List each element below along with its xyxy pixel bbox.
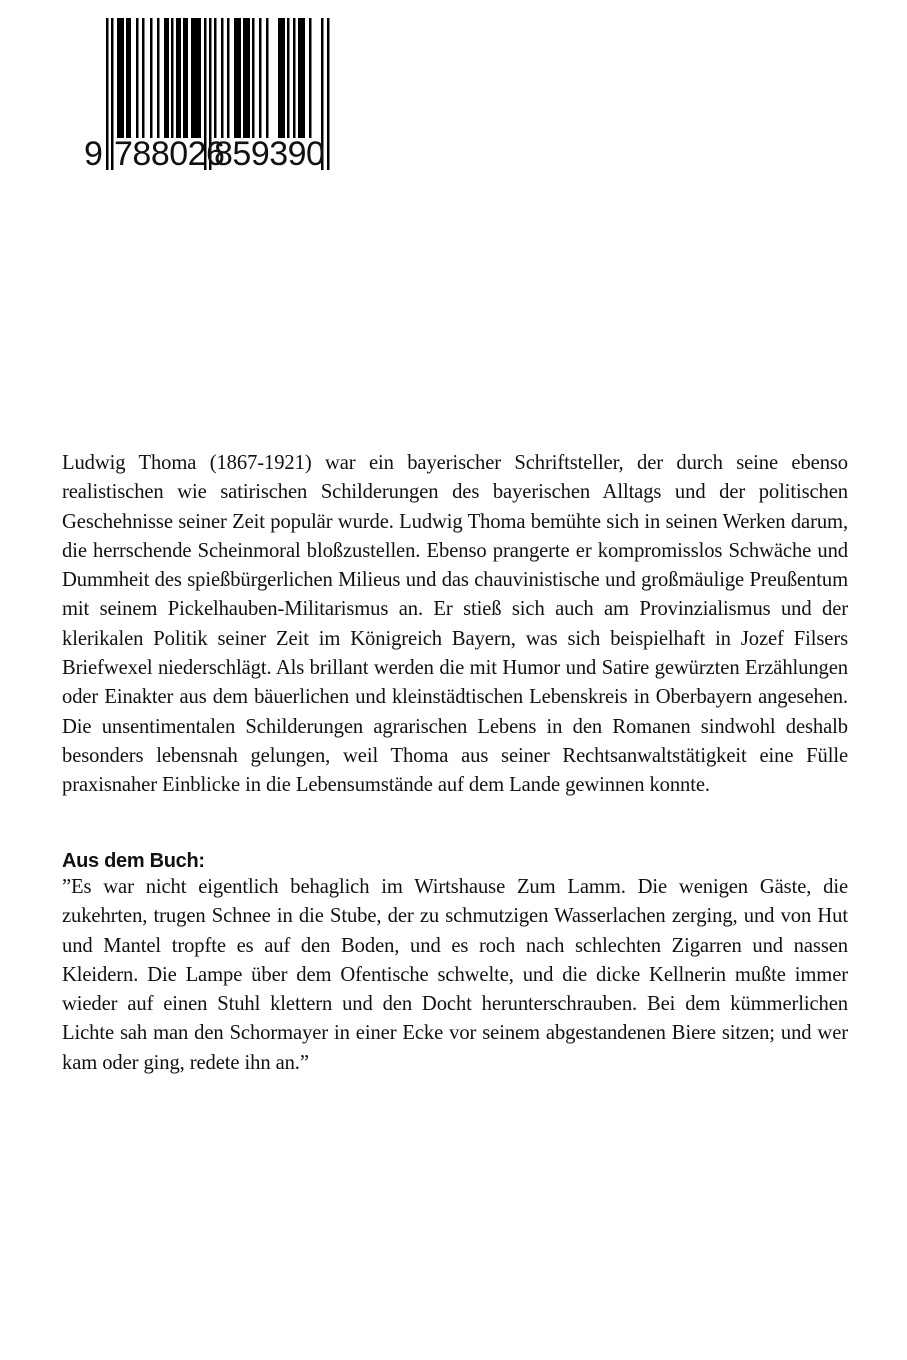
barcode-first-digit: 9 — [84, 135, 103, 173]
author-blurb: Ludwig Thoma (1867-1921) war ein bayerischer Schriftsteller, der durch seine ebenso realistischen wie satirischen Schilderungen des bayerischen Alltags und der politischen Geschehnisse seiner Zeit populär wurde. Ludwig Thoma bemühte sich in seinen Werken darum, die herrschende Scheinmoral bloßzustellen. Ebenso prangerte er kompromisslos Schwäche und Dummheit des spießbürgerlichen Milieus und das chauvinistische und großmäulige Preußentum mit seinem Pickelhauben-Militarismus an. Er stieß sich auch am Provinzialismus und der klerikalen Politik seiner Zeit im Königreich Bayern, was sich beispielhaft in Jozef Filsers Briefwexel niederschlägt. Als brillant werden die mit Humor und Satire gewürzten Erzählungen oder Einakter aus dem bäuerlichen und kleinstädtischen Lebenskreis in Oberbayern angesehen. Die unsentimentalen Schilderungen agrarischen Lebens in den Romanen sindwohl deshalb besonders lebensnah gelungen, weil Thoma aus seiner Rechtsanwaltstätigkeit eine Fülle praxisnaher Einblicke in die Lebensumstände auf dem Lande gewinnen konnte. — [62, 452, 848, 797]
isbn-barcode — [84, 18, 354, 178]
barcode-right-digits: 859390 — [214, 135, 325, 173]
excerpt-heading: Aus dem Buch: — [62, 850, 205, 872]
barcode-left-digits: 788026 — [114, 135, 225, 173]
book-excerpt: ”Es war nicht eigentlich behaglich im Wirtshause Zum Lamm. Die wenigen Gäste, die zukehrten, trugen Schnee in die Stube, der zu schmutzigen Wasserlachen zerging, und von Hut und Mantel tropfte es auf den Boden, und es roch nach schlechten Zigarren und nassen Kleidern. Die Lampe über dem Ofentische schwelte, und die dicke Kellnerin mußte immer wieder auf einen Stuhl klettern und den Docht herunterschrauben. Bei dem kümmerlichen Lichte sah man den Schormayer in einer Ecke vor seinem abgestandenen Biere sitzen; und wer kam oder ging, redete ihn an.” — [62, 876, 848, 1074]
